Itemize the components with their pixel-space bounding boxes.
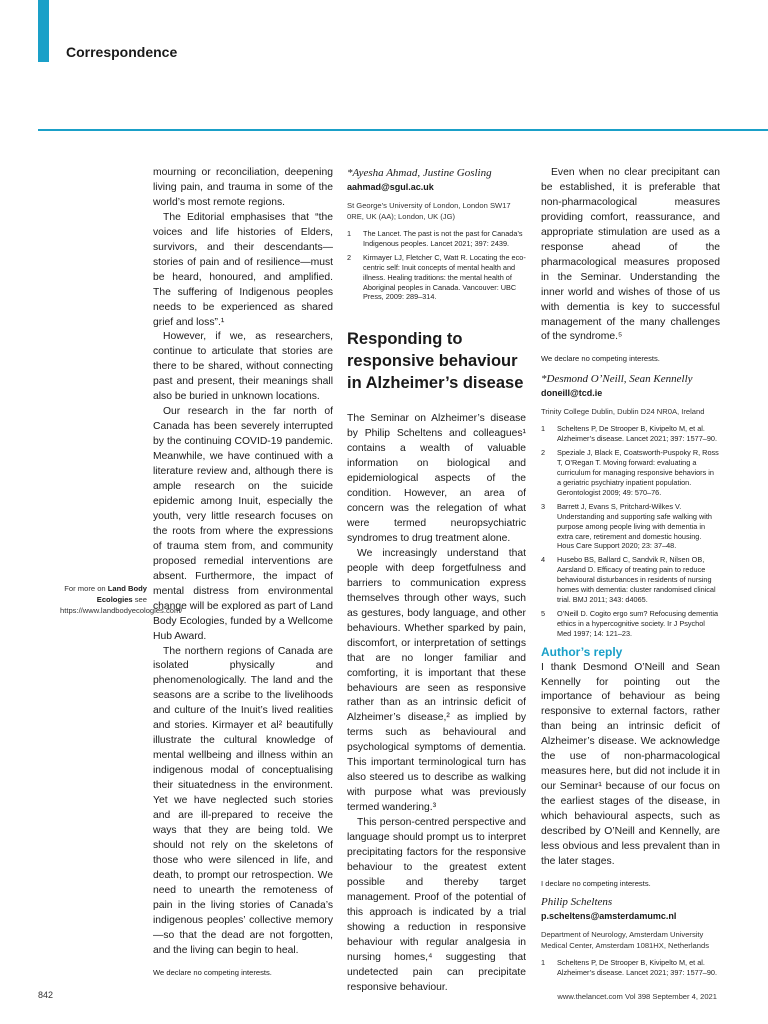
- col1-paragraph-5: The northern regions of Canada are isolated physically and phenomenologically. The land and the seasons are a scribe to the livelihoods and culture of the Inuit’s lived realities and stories. Kirmayer et al² beautifully illustrate the cultural knowledge of mental wellbeing and illness within an indigenous modal of conceptualising their situatedness in the environment. Yet we have neglected such stories and are ill-prepared to receive the ways that they are being told. We should not rely on the skeletons of those who were silenced in life, and death, to prompt our retrospection. We need to unearth the remoteness of pain in the living stories of Canada’s indigenous peoples’ collective memory—so that the dead are not forgotten, and the living can begin to heal.: [153, 645, 333, 956]
- reply-references: [541, 958, 720, 978]
- col1-competing-interests: We declare no competing interests.: [153, 967, 272, 977]
- column-2: [347, 166, 526, 996]
- reply-affiliation: Department of Neurology, Amsterdam University Medical Center, Amsterdam 1081HX, Netherlands: [541, 929, 709, 950]
- col2-authors: *Ayesha Ahmad, Justine Gosling: [347, 167, 492, 179]
- column-1: [153, 166, 333, 978]
- col2-paragraph-3: This person-centred perspective and language should prompt us to interpret precipitating factors for the responsive behaviour to the greatest extent possible and thereby target management. Proof of the potential of this approach is indicated by a trial showing a reduction in responsive behaviour with regular analgesia in nursing homes,⁴ suggesting that undetected pain can precipitate responsive behaviour.: [347, 817, 526, 993]
- reference-number: 4: [541, 555, 546, 565]
- reference-text: Scheltens P, De Strooper B, Kivipelto M, et al. Alzheimer’s disease. Lancet 2021; 397: 1577–90.: [557, 957, 717, 977]
- reference-number: 5: [541, 608, 546, 618]
- page-number: 842: [38, 990, 54, 1000]
- column-3: [541, 166, 720, 982]
- reference-text: Scheltens P, De Strooper B, Kivipelto M, et al. Alzheimer’s disease. Lancet 2021; 397: 1577–90.: [557, 424, 717, 444]
- accent-bar: [38, 0, 49, 62]
- reference-item: [541, 502, 720, 552]
- journal-footer[interactable]: www.thelancet.com Vol 398 September 4, 2021: [557, 992, 717, 1001]
- margin-note: [60, 583, 183, 616]
- col3-paragraph-1: Even when no clear precipitant can be established, it is preferable that non-pharmacological measures providing comfort, reassurance, and appropriate stimulation are used as a response ahead of the pharmacological measures proposed in the Seminar. Understanding the inner world and wishes of those of us with dementia is key to successful management of the many challenges of the syndrome.⁵: [541, 167, 720, 343]
- col1-paragraph-1: mourning or reconciliation, deepening living pain, and trauma in some of the world’s most remote regions.: [153, 167, 333, 208]
- reference-item: [541, 609, 720, 639]
- col3-authors: *Desmond O’Neill, Sean Kennelly: [541, 373, 693, 386]
- reference-item: [541, 448, 720, 498]
- section-title: Correspondence: [66, 44, 178, 60]
- reference-number: 3: [541, 501, 546, 511]
- reply-heading: Author’s reply: [541, 644, 623, 659]
- reference-item: [541, 958, 720, 978]
- reply-email[interactable]: p.scheltens@amsterdamumc.nl: [541, 910, 677, 921]
- col2-paragraph-1: The Seminar on Alzheimer’s disease by Philip Scheltens and colleagues¹ contains a wealth of valuable information on biological and epidemiological aspects of the condition. However, an area of concern was the relegation of what were termed neuropsychiatric syndromes to drug treatment alone.: [347, 413, 526, 544]
- article-heading: Responding to responsive behaviour in Alzheimer’s disease: [347, 330, 524, 393]
- reference-item: [541, 424, 720, 444]
- col3-references: [541, 424, 720, 638]
- reference-text: Speziale J, Black E, Coatsworth-Puspoky R, Ross T, O’Regan T. Moving forward: evaluating a curriculum for managing responsive behaviors in a geriatric psychiatry inpatient population. Gerontologist 2009; 49: 570–76.: [557, 448, 719, 497]
- col2-affiliation: St George’s University of London, London SW17 0RE, UK (AA); London, UK (JG): [347, 201, 511, 221]
- reference-text: Husebo BS, Ballard C, Sandvik R, Nilsen OB, Aarsland D. Efficacy of treating pain to reduce behavioural disturbances in residents of nursing homes with dementia: cluster randomised clinical trial. BMJ 2011; 343: d4065.: [557, 555, 716, 604]
- reference-number: 2: [347, 252, 352, 262]
- margin-note-link[interactable]: see https://www.landbodyecologies.com/: [60, 595, 183, 615]
- reference-number: 1: [541, 424, 546, 434]
- col2-email[interactable]: aahmad@sgul.ac.uk: [347, 182, 434, 192]
- reference-text: The Lancet. The past is not the past for Canada’s Indigenous peoples. Lancet 2021; 397: 2439.: [363, 229, 523, 248]
- col1-paragraph-3: However, if we, as researchers, continue to articulate that stories are there to be shared, without connecting past and present, their meanings shall also be buried in unknown locations.: [153, 331, 333, 403]
- col1-paragraph-4: Our research in the far north of Canada has been severely interrupted by the continuing COVID-19 pandemic. Meanwhile, we have continued with a literature review and, although there is ample research on the suicide epidemic among Inuit, especially the youth, very little research focuses on the roots from where the expressions of trauma stem from, and community proposed remedial interventions are absent. Furthermore, the impact of mental distress from environmental change will be explored as part of Land Body Ecologies, funded by a Wellcome Hub Award.: [153, 406, 333, 642]
- col3-email[interactable]: doneill@tcd.ie: [541, 388, 603, 399]
- reference-text: Kirmayer LJ, Fletcher C, Watt R. Locating the eco-centric self: Inuit concepts of mental health and illness. Healing traditions: the mental health of Aboriginal peoples in Canada. Vancouver: UBC Press, 2009: 289–314.: [363, 252, 526, 302]
- reply-author: Philip Scheltens: [541, 895, 613, 908]
- margin-note-bold: Land Body Ecologies: [96, 584, 147, 604]
- reference-number: 1: [347, 229, 352, 238]
- reference-item: [347, 253, 526, 303]
- reference-number: 1: [541, 957, 546, 967]
- header-rule: [38, 129, 768, 131]
- col3-competing-interests-1: We declare no competing interests.: [541, 354, 660, 364]
- reference-text: O’Neill D. Cogito ergo sum? Refocusing dementia ethics in a hypercognitive society. Ir J Psychol Med 1997; 14: 121–23.: [557, 608, 719, 638]
- col3-competing-interests-2: I declare no competing interests.: [541, 878, 651, 888]
- reply-paragraph: I thank Desmond O’Neill and Sean Kennelly for pointing out the importance of behaviour as being responsive to external factors, rather than being an intrinsic deficit of Alzheimer’s disease. We acknowledge the use of non-pharmacological measures here, but did not include it in our Seminar¹ because of our focus on the earliest stages of the disease, in which behavioural aspects, such as described by O’Neill and Kennelly, are less obvious and less prevalent than in the later stages.: [541, 661, 720, 867]
- reference-number: 2: [541, 448, 546, 458]
- col2-paragraph-2: We increasingly understand that people with deep forgetfulness and barriers to communication express themselves through other ways, such as gestures, body language, and other behaviours. Whether sparked by pain, discomfort, or interpretation of settings that are no longer familiar and comforting, it is important that these behaviours are seen as responsive rather than as an intrinsic deficit of Alzheimer’s disease,² as implied by terms such as behavioural and psychological symptoms of dementia. This important terminological turn has also steered us to describe as walking with purpose what was previously termed wandering.³: [347, 547, 526, 814]
- col1-paragraph-2: The Editorial emphasises that “the voices and life histories of Elders, survivors, and their descendants—stories of pain and of resilience—must be heard, honoured, and amplified. The suffering of Indigenous peoples needs to be experienced as shared grief and loss”.¹: [153, 211, 333, 328]
- reference-item: [541, 555, 720, 605]
- margin-note-prefix: For more on: [64, 584, 108, 593]
- reference-text: Barrett J, Evans S, Pritchard-Wilkes V. Understanding and supporting safe walking with purpose among people living with dementia in extra care, retirement and domestic housing. Hous Care Support 2020; 23: 37–48.: [557, 501, 712, 551]
- reference-item: [347, 229, 526, 249]
- col3-affiliation: Trinity College Dublin, Dublin D24 NR0A, Ireland: [541, 407, 705, 417]
- col2-references: [347, 229, 526, 302]
